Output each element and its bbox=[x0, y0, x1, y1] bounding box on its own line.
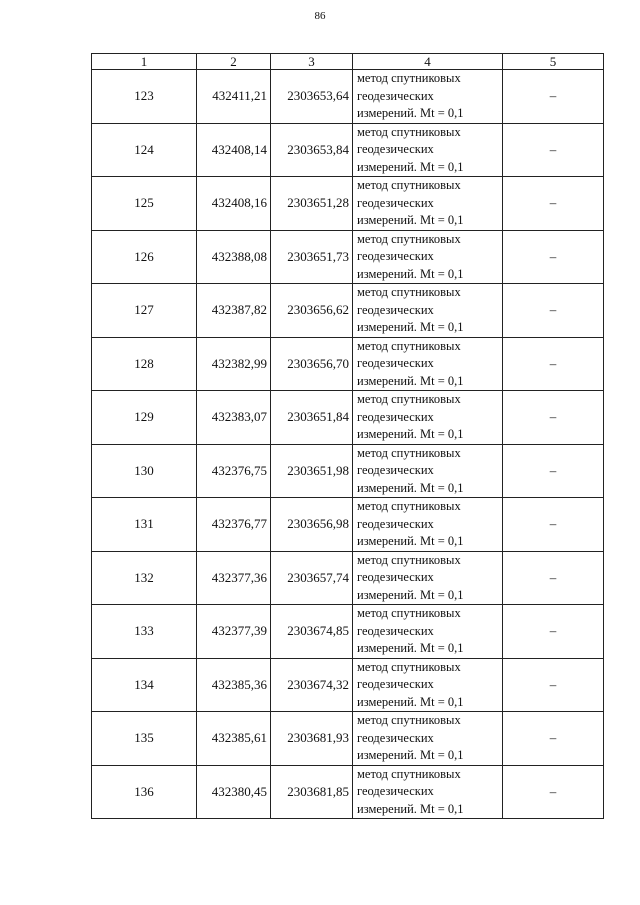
method-line-2: геодезических bbox=[357, 623, 434, 638]
point-number: 131 bbox=[92, 498, 197, 552]
method-line-2: геодезических bbox=[357, 88, 434, 103]
coordinate-y: 2303657,74 bbox=[271, 551, 353, 605]
coordinate-y: 2303674,85 bbox=[271, 605, 353, 659]
point-number: 124 bbox=[92, 123, 197, 177]
point-number: 128 bbox=[92, 337, 197, 391]
point-number: 123 bbox=[92, 70, 197, 124]
table-row bbox=[92, 712, 604, 766]
method-line-2: геодезических bbox=[357, 356, 434, 370]
coordinate-y: 2303651,98 bbox=[271, 444, 353, 498]
method-cell bbox=[353, 605, 503, 659]
table-row bbox=[92, 658, 604, 712]
header-col-1: 1 bbox=[92, 54, 197, 70]
method-line-1: метод спутниковых bbox=[357, 713, 461, 727]
header-col-5: 5 bbox=[503, 54, 604, 70]
header-col-3: 3 bbox=[271, 54, 353, 70]
note-cell: – bbox=[503, 70, 604, 124]
method-line-1: метод спутниковых bbox=[357, 71, 461, 85]
note-cell: – bbox=[503, 123, 604, 177]
note-cell: – bbox=[503, 712, 604, 766]
coordinate-y: 2303656,62 bbox=[271, 284, 353, 338]
method-line-1: метод спутниковых bbox=[357, 285, 461, 299]
method-line-3: измерений. Mt = 0,1 bbox=[357, 534, 464, 548]
table-row bbox=[92, 765, 604, 819]
method-cell bbox=[353, 284, 503, 338]
method-cell bbox=[353, 712, 503, 766]
method-line-3: измерений. Mt = 0,1 bbox=[357, 373, 464, 388]
note-cell: – bbox=[503, 177, 604, 231]
method-line-3: измерений. Mt = 0,1 bbox=[357, 480, 464, 495]
table-row bbox=[92, 284, 604, 338]
page-number: 86 bbox=[314, 10, 326, 22]
coordinates-table bbox=[91, 53, 604, 819]
method-line-2: геодезических bbox=[357, 302, 434, 317]
table-row bbox=[92, 230, 604, 284]
note-cell: – bbox=[503, 498, 604, 552]
coordinate-y: 2303653,64 bbox=[271, 70, 353, 124]
point-number: 135 bbox=[92, 712, 197, 766]
coordinate-y: 2303674,32 bbox=[271, 658, 353, 712]
method-cell bbox=[353, 177, 503, 231]
note-cell: – bbox=[503, 391, 604, 445]
method-line-2: геодезических bbox=[357, 677, 434, 691]
point-number: 132 bbox=[92, 551, 197, 605]
coordinate-y: 2303681,93 bbox=[271, 712, 353, 766]
method-line-1: метод спутниковых bbox=[357, 659, 461, 674]
coordinate-y: 2303651,28 bbox=[271, 177, 353, 231]
method-line-3: измерений. Mt = 0,1 bbox=[357, 748, 464, 762]
coordinate-x: 432377,36 bbox=[197, 551, 271, 605]
coordinate-x: 432385,61 bbox=[197, 712, 271, 766]
coordinate-y: 2303656,98 bbox=[271, 498, 353, 552]
method-line-1: метод спутниковых bbox=[357, 392, 461, 406]
header-col-2: 2 bbox=[197, 54, 271, 70]
method-line-3: измерений. Mt = 0,1 bbox=[357, 266, 464, 281]
header-col-4: 4 bbox=[353, 54, 503, 70]
table-row bbox=[92, 337, 604, 391]
method-line-2: геодезических bbox=[357, 730, 434, 745]
table-header-row bbox=[92, 54, 604, 70]
coordinate-x: 432411,21 bbox=[197, 70, 271, 124]
method-line-1: метод спутниковых bbox=[357, 606, 461, 620]
point-number: 130 bbox=[92, 444, 197, 498]
table-row bbox=[92, 391, 604, 445]
point-number: 129 bbox=[92, 391, 197, 445]
coordinate-x: 432408,16 bbox=[197, 177, 271, 231]
note-cell: – bbox=[503, 284, 604, 338]
coordinate-x: 432376,77 bbox=[197, 498, 271, 552]
method-line-1: метод спутниковых bbox=[357, 552, 461, 567]
method-line-1: метод спутниковых bbox=[357, 499, 461, 513]
method-line-1: метод спутниковых bbox=[357, 338, 461, 353]
method-line-3: измерений. Mt = 0,1 bbox=[357, 694, 464, 709]
method-line-3: измерений. Mt = 0,1 bbox=[357, 801, 464, 816]
method-line-2: геодезических bbox=[357, 142, 434, 156]
note-cell: – bbox=[503, 444, 604, 498]
method-line-3: измерений. Mt = 0,1 bbox=[357, 427, 464, 441]
coordinate-x: 432383,07 bbox=[197, 391, 271, 445]
method-line-2: геодезических bbox=[357, 784, 434, 798]
coordinate-x: 432382,99 bbox=[197, 337, 271, 391]
method-line-2: геодезических bbox=[357, 463, 434, 477]
table-row bbox=[92, 605, 604, 659]
method-cell bbox=[353, 230, 503, 284]
coordinate-x: 432376,75 bbox=[197, 444, 271, 498]
table-row bbox=[92, 123, 604, 177]
point-number: 125 bbox=[92, 177, 197, 231]
point-number: 127 bbox=[92, 284, 197, 338]
note-cell: – bbox=[503, 230, 604, 284]
method-cell bbox=[353, 765, 503, 819]
coordinate-y: 2303653,84 bbox=[271, 123, 353, 177]
coordinate-y: 2303681,85 bbox=[271, 765, 353, 819]
method-cell bbox=[353, 337, 503, 391]
method-line-2: геодезических bbox=[357, 249, 434, 263]
point-number: 133 bbox=[92, 605, 197, 659]
method-cell bbox=[353, 70, 503, 124]
method-cell bbox=[353, 498, 503, 552]
method-cell bbox=[353, 123, 503, 177]
note-cell: – bbox=[503, 765, 604, 819]
method-cell bbox=[353, 658, 503, 712]
method-line-1: метод спутниковых bbox=[357, 766, 461, 781]
coordinate-x: 432387,82 bbox=[197, 284, 271, 338]
note-cell: – bbox=[503, 551, 604, 605]
coordinate-y: 2303656,70 bbox=[271, 337, 353, 391]
method-cell bbox=[353, 391, 503, 445]
method-line-2: геодезических bbox=[357, 516, 434, 531]
coordinate-x: 432388,08 bbox=[197, 230, 271, 284]
table-row bbox=[92, 444, 604, 498]
table-row bbox=[92, 551, 604, 605]
coordinate-y: 2303651,73 bbox=[271, 230, 353, 284]
method-line-2: геодезических bbox=[357, 409, 434, 424]
point-number: 134 bbox=[92, 658, 197, 712]
table-row bbox=[92, 177, 604, 231]
coordinate-x: 432408,14 bbox=[197, 123, 271, 177]
table-row bbox=[92, 70, 604, 124]
note-cell: – bbox=[503, 337, 604, 391]
method-line-3: измерений. Mt = 0,1 bbox=[357, 106, 464, 120]
point-number: 126 bbox=[92, 230, 197, 284]
method-line-2: геодезических bbox=[357, 195, 434, 210]
method-line-2: геодезических bbox=[357, 570, 434, 584]
method-cell bbox=[353, 551, 503, 605]
method-line-1: метод спутниковых bbox=[357, 178, 461, 192]
coordinate-x: 432380,45 bbox=[197, 765, 271, 819]
method-line-3: измерений. Mt = 0,1 bbox=[357, 587, 464, 602]
note-cell: – bbox=[503, 605, 604, 659]
method-line-3: измерений. Mt = 0,1 bbox=[357, 641, 464, 655]
point-number: 136 bbox=[92, 765, 197, 819]
note-cell: – bbox=[503, 658, 604, 712]
method-cell bbox=[353, 444, 503, 498]
coordinate-x: 432377,39 bbox=[197, 605, 271, 659]
method-line-3: измерений. Mt = 0,1 bbox=[357, 320, 464, 334]
coordinate-y: 2303651,84 bbox=[271, 391, 353, 445]
method-line-3: измерений. Mt = 0,1 bbox=[357, 213, 464, 227]
method-line-3: измерений. Mt = 0,1 bbox=[357, 159, 464, 174]
table-row bbox=[92, 498, 604, 552]
coordinate-x: 432385,36 bbox=[197, 658, 271, 712]
method-line-1: метод спутниковых bbox=[357, 124, 461, 139]
method-line-1: метод спутниковых bbox=[357, 445, 461, 460]
method-line-1: метод спутниковых bbox=[357, 231, 461, 246]
